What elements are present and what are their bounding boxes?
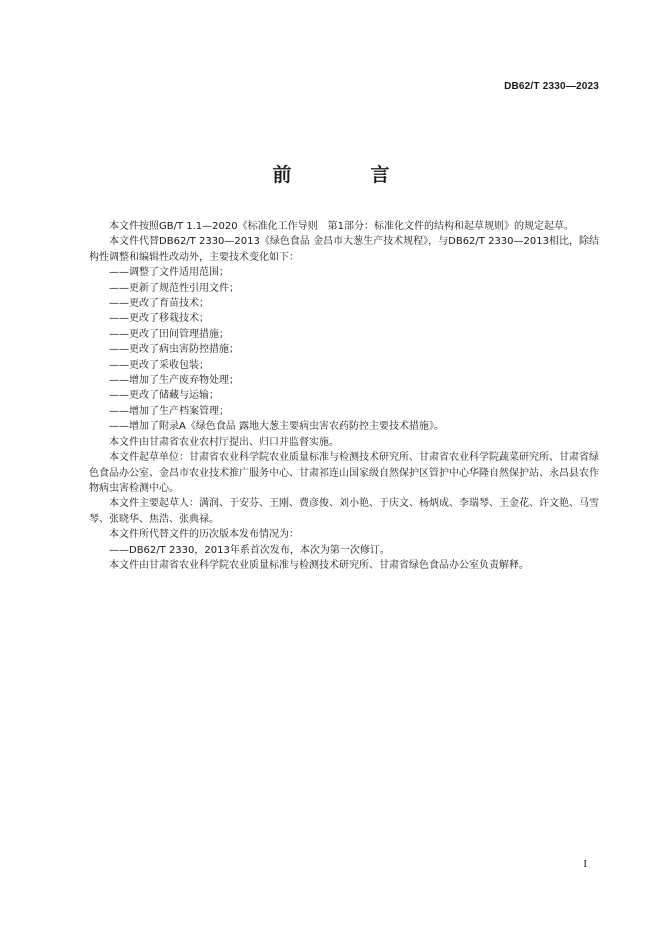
change-item: ——更改了田间管理措施； bbox=[109, 328, 229, 340]
paragraph-drafting-units: 本文件起草单位：甘肃省农业科学院农业质量标准与检测技术研究所、甘肃省农业科学院蔬菜研究所、甘肃省绿色食品办公室、金昌市农业技术推广服务中心、甘肃祁连山国家级自然保护区管护中心华隆自然保护站、永昌县农作物病虫害检测中心。 bbox=[89, 452, 599, 494]
paragraph-drafters: 本文件主要起草人：满润、于安芬、王刚、费彦俊、刘小艳、于庆文、杨炳成、李瑞琴、王金花、许文艳、马雪琴、张晓华、焦浩、张典禄。 bbox=[89, 498, 599, 525]
change-item: ——增加了附录A《绿色食品 露地大葱主要病虫害农药防控主要技术措施》。 bbox=[109, 421, 445, 433]
history-item: ——DB62/T 2330，2013年系首次发布，本次为第一次修订。 bbox=[109, 544, 390, 556]
change-item: ——更改了储藏与运输； bbox=[109, 390, 219, 402]
change-item: ——更改了病虫害防控措施； bbox=[109, 344, 239, 356]
change-item: ——更改了采收包装； bbox=[109, 359, 209, 371]
paragraph-drafting-basis: 本文件按照GB/T 1.1—2020《标准化工作导则 第1部分：标准化文件的结构和起草规则》的规定起草。 bbox=[109, 221, 574, 232]
change-item: ——更新了规范性引用文件； bbox=[109, 282, 239, 294]
paragraph-interpretation: 本文件由甘肃省农业科学院农业质量标准与检测技术研究所、甘肃省绿色食品办公室负责解释。 bbox=[109, 559, 529, 571]
change-item: ——增加了生产档案管理； bbox=[109, 405, 229, 417]
change-item: ——更改了育苗技术； bbox=[109, 298, 209, 310]
paragraph-history-intro: 本文件所代替文件的历次版本发布情况为： bbox=[109, 529, 299, 541]
page-number: I bbox=[583, 858, 587, 870]
page-title: 前 言 bbox=[272, 164, 420, 186]
foreword-body bbox=[89, 219, 599, 573]
paragraph-proposer: 本文件由甘肃省农业农村厅提出、归口并监督实施。 bbox=[109, 436, 339, 448]
document-code: DB62/T 2330—2023 bbox=[504, 81, 599, 92]
change-item: ——增加了生产废弃物处理； bbox=[109, 375, 239, 387]
paragraph-replacement: 本文件代替DB62/T 2330—2013《绿色食品 金昌市大葱生产技术规程》，与DB62/T 2330—2013相比，除结构性调整和编辑性改动外，主要技术变化如下： bbox=[89, 236, 599, 263]
change-item: ——更改了移栽技术； bbox=[109, 313, 209, 325]
change-item: ——调整了文件适用范围； bbox=[109, 267, 229, 279]
